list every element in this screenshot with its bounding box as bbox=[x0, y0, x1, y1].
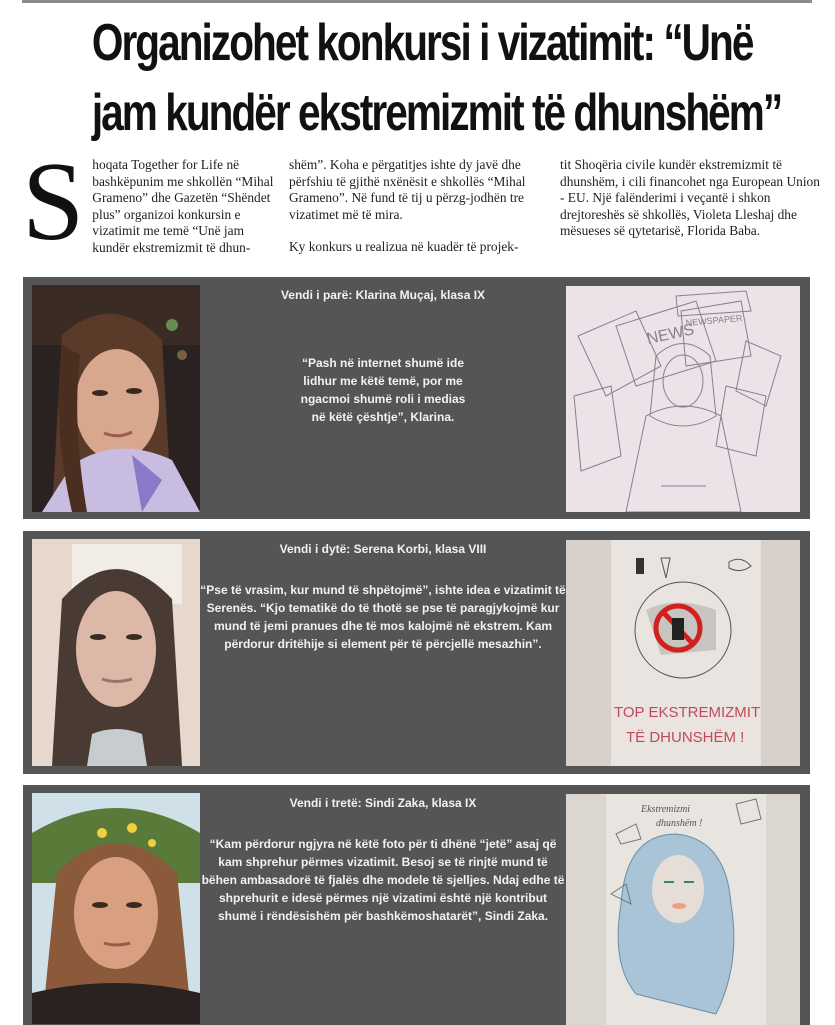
winner-title: Vendi i tretë: Sindi Zaka, klasa IX bbox=[289, 796, 477, 810]
column-2-paragraph-1: shëm”. Koha e përgatitjes ishte dy javë dhe përfshiu të gjithë nxënësit e shkollës “Mihal Grameno”. Në fund të tij u përzg-jodhën tre vizatimet më të mira. bbox=[289, 157, 526, 222]
article-column-3 bbox=[560, 157, 820, 240]
drawing-hijab bbox=[566, 794, 800, 1025]
winner-panel-second bbox=[23, 531, 810, 774]
winner-quote: “Kam përdorur ngjyra në këtë foto për ti dhënë “jetë” asaj që kam shprehur përmes vizatimit. Besoj se të rinjtë mund të bëhen ambasadorë të fjalës dhe modele të sjelljes. Ndaj edhe të shprehurit e idesë përmes një vizatimi është një kontribut shumë i rëndësishëm për bashkëmoshatarët”, Sindi Zaka. bbox=[201, 837, 565, 923]
drawing-text-line-2: TË DHUNSHËM ! bbox=[626, 729, 745, 746]
student-photo bbox=[32, 539, 200, 766]
drawing-text-newspaper: NEWSPAPER bbox=[685, 313, 743, 328]
column-1-text: hoqata Together for Life në bashkëpunim me shkollën “Mihal Grameno” dhe Gazetën “Shëndet plus” organizoi konkursin e vizatimit me temë “Unë jam kundër ekstremizmit të dhun- bbox=[92, 157, 274, 255]
drawing-text-line-2: dhunshëm ! bbox=[656, 818, 703, 829]
drawing-stop-extremism bbox=[566, 540, 800, 766]
headline bbox=[91, 8, 782, 148]
drawing-text-line-1: Ekstremizmi bbox=[641, 804, 691, 815]
top-rule bbox=[22, 0, 812, 3]
winner-title: Vendi i parë: Klarina Muçaj, klasa IX bbox=[280, 288, 486, 302]
student-photo bbox=[32, 285, 200, 512]
winner-panel-third bbox=[23, 785, 810, 1025]
column-2-paragraph-2: Ky konkurs u realizua në kuadër të projek- bbox=[289, 239, 519, 254]
drawing-newspapers bbox=[566, 286, 800, 512]
headline-line-1: Organizohet konkursi i vizatimit: “Unë bbox=[91, 14, 753, 72]
winning-drawing bbox=[566, 286, 800, 512]
article-column-1 bbox=[22, 140, 276, 264]
winner-quote: “Pash në internet shumë ide lidhur me këtë temë, por me ngacmoi shumë roli i medias në këtë çështje”, Klarina. bbox=[300, 356, 466, 424]
winning-drawing bbox=[566, 540, 800, 766]
article-body bbox=[22, 140, 820, 269]
winner-quote: “Pse të vrasim, kur mund të shpëtojmë”, ishte idea e vizatimit të Serenës. “Kjo tematikë do të thotë se pse të paragjykojmë kur mund të jemi pranues dhe të mos kalojmë në ekstrem. Kam përdorur dritëhije si element për të përcjellë mesazhin”. bbox=[200, 583, 566, 651]
headline-line-2: jam kundër ekstremizmit të dhunshëm” bbox=[91, 84, 782, 142]
student-photo bbox=[32, 793, 200, 1024]
portrait-image bbox=[32, 539, 200, 766]
winning-drawing bbox=[566, 794, 800, 1025]
column-3-text: tit Shoqëria civile kundër ekstremizmit të dhunshëm, i cili financohet nga European Union - EU. Një falënderimi i veçantë i shkon drejtoreshës së shkollës, Violeta Lleshaj dhe mësueses së qytetarisë, Florida Baba. bbox=[560, 157, 820, 238]
winner-title: Vendi i dytë: Serena Korbi, klasa VIII bbox=[279, 542, 487, 556]
drop-cap: S bbox=[22, 140, 85, 264]
winner-panel-first bbox=[23, 277, 810, 519]
drawing-text-line-1: TOP EKSTREMIZMIT bbox=[614, 704, 761, 721]
article-column-2 bbox=[289, 157, 551, 272]
portrait-image bbox=[32, 793, 200, 1024]
drawing-text-news: NEWS bbox=[645, 321, 696, 348]
portrait-image bbox=[32, 285, 200, 512]
